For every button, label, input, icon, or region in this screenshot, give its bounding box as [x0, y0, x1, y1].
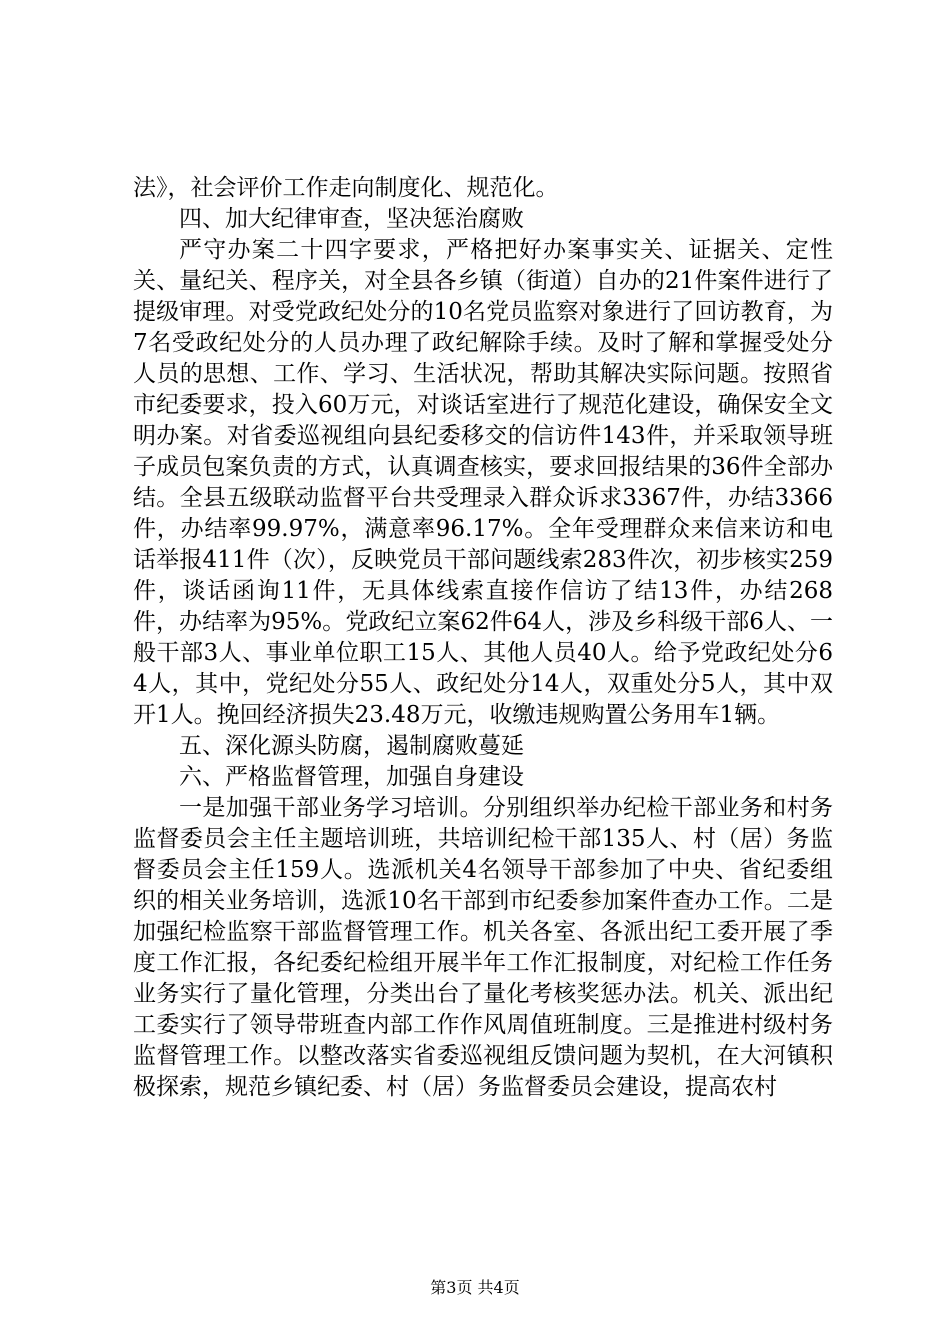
section-heading-5: 五、深化源头防腐，遏制腐败蔓延: [179, 733, 524, 759]
document-body: [133, 173, 833, 1103]
paragraph-self-building: 一是加强干部业务学习培训。分别组织举办纪检干部业务和村务监督委员会主任主题培训班，共培训纪检干部135人、村（居）务监督委员会主任159人。选派机关4名领导干部参加了中央、省纪委组织的相关业务培训，选派10名干部到市纪委参加案件查办工作。二是加强纪检监察干部监督管理工作。机关各室、各派出纪工委开展了季度工作汇报，各纪委纪检组开展半年工作汇报制度，对纪检工作任务业务实行了量化管理，分类出台了量化考核奖惩办法。机关、派出纪工委实行了领导带班查内部工作作风周值班制度。三是推进村级村务监督管理工作。以整改落实省委巡视组反馈问题为契机，在大河镇积极探索，规范乡镇纪委、村（居）务监督委员会建设，提高农村: [133, 795, 833, 1100]
paragraph-continuation: 法》，社会评价工作走向制度化、规范化。: [133, 175, 559, 201]
section-heading-4: 四、加大纪律审查，坚决惩治腐败: [179, 206, 524, 232]
page-number-footer: 第3页 共4页: [430, 1278, 520, 1297]
paragraph-discipline-review: 严守办案二十四字要求，严格把好办案事实关、证据关、定性关、量纪关、程序关，对全县各乡镇（街道）自办的21件案件进行了提级审理。对受党政纪处分的10名党员监察对象进行了回访教育，为7名受政纪处分的人员办理了政纪解除手续。及时了解和掌握受处分人员的思想、工作、学习、生活状况，帮助其解决实际问题。按照省市纪委要求，投入60万元，对谈话室进行了规范化建设，确保安全文明办案。对省委巡视组向县纪委移交的信访件143件，并采取领导班子成员包案负责的方式，认真调查核实，要求回报结果的36件全部办结。全县五级联动监督平台共受理录入群众诉求3367件，办结3366件，办结率99.97%，满意率96.17%。全年受理群众来信来访和电话举报411件（次），反映党员干部问题线索283件次，初步核实259件，谈话函询11件，无具体线索直接作信访了结13件，办结268件，办结率为95%。党政纪立案62件64人，涉及乡科级干部6人、一般干部3人、事业单位职工15人、其他人员40人。给予党政纪处分64人，其中，党纪处分55人、政纪处分14人，双重处分5人，其中双开1人。挽回经济损失23.48万元，收缴违规购置公务用车1辆。: [133, 237, 833, 728]
section-heading-6: 六、严格监督管理，加强自身建设: [179, 764, 524, 790]
